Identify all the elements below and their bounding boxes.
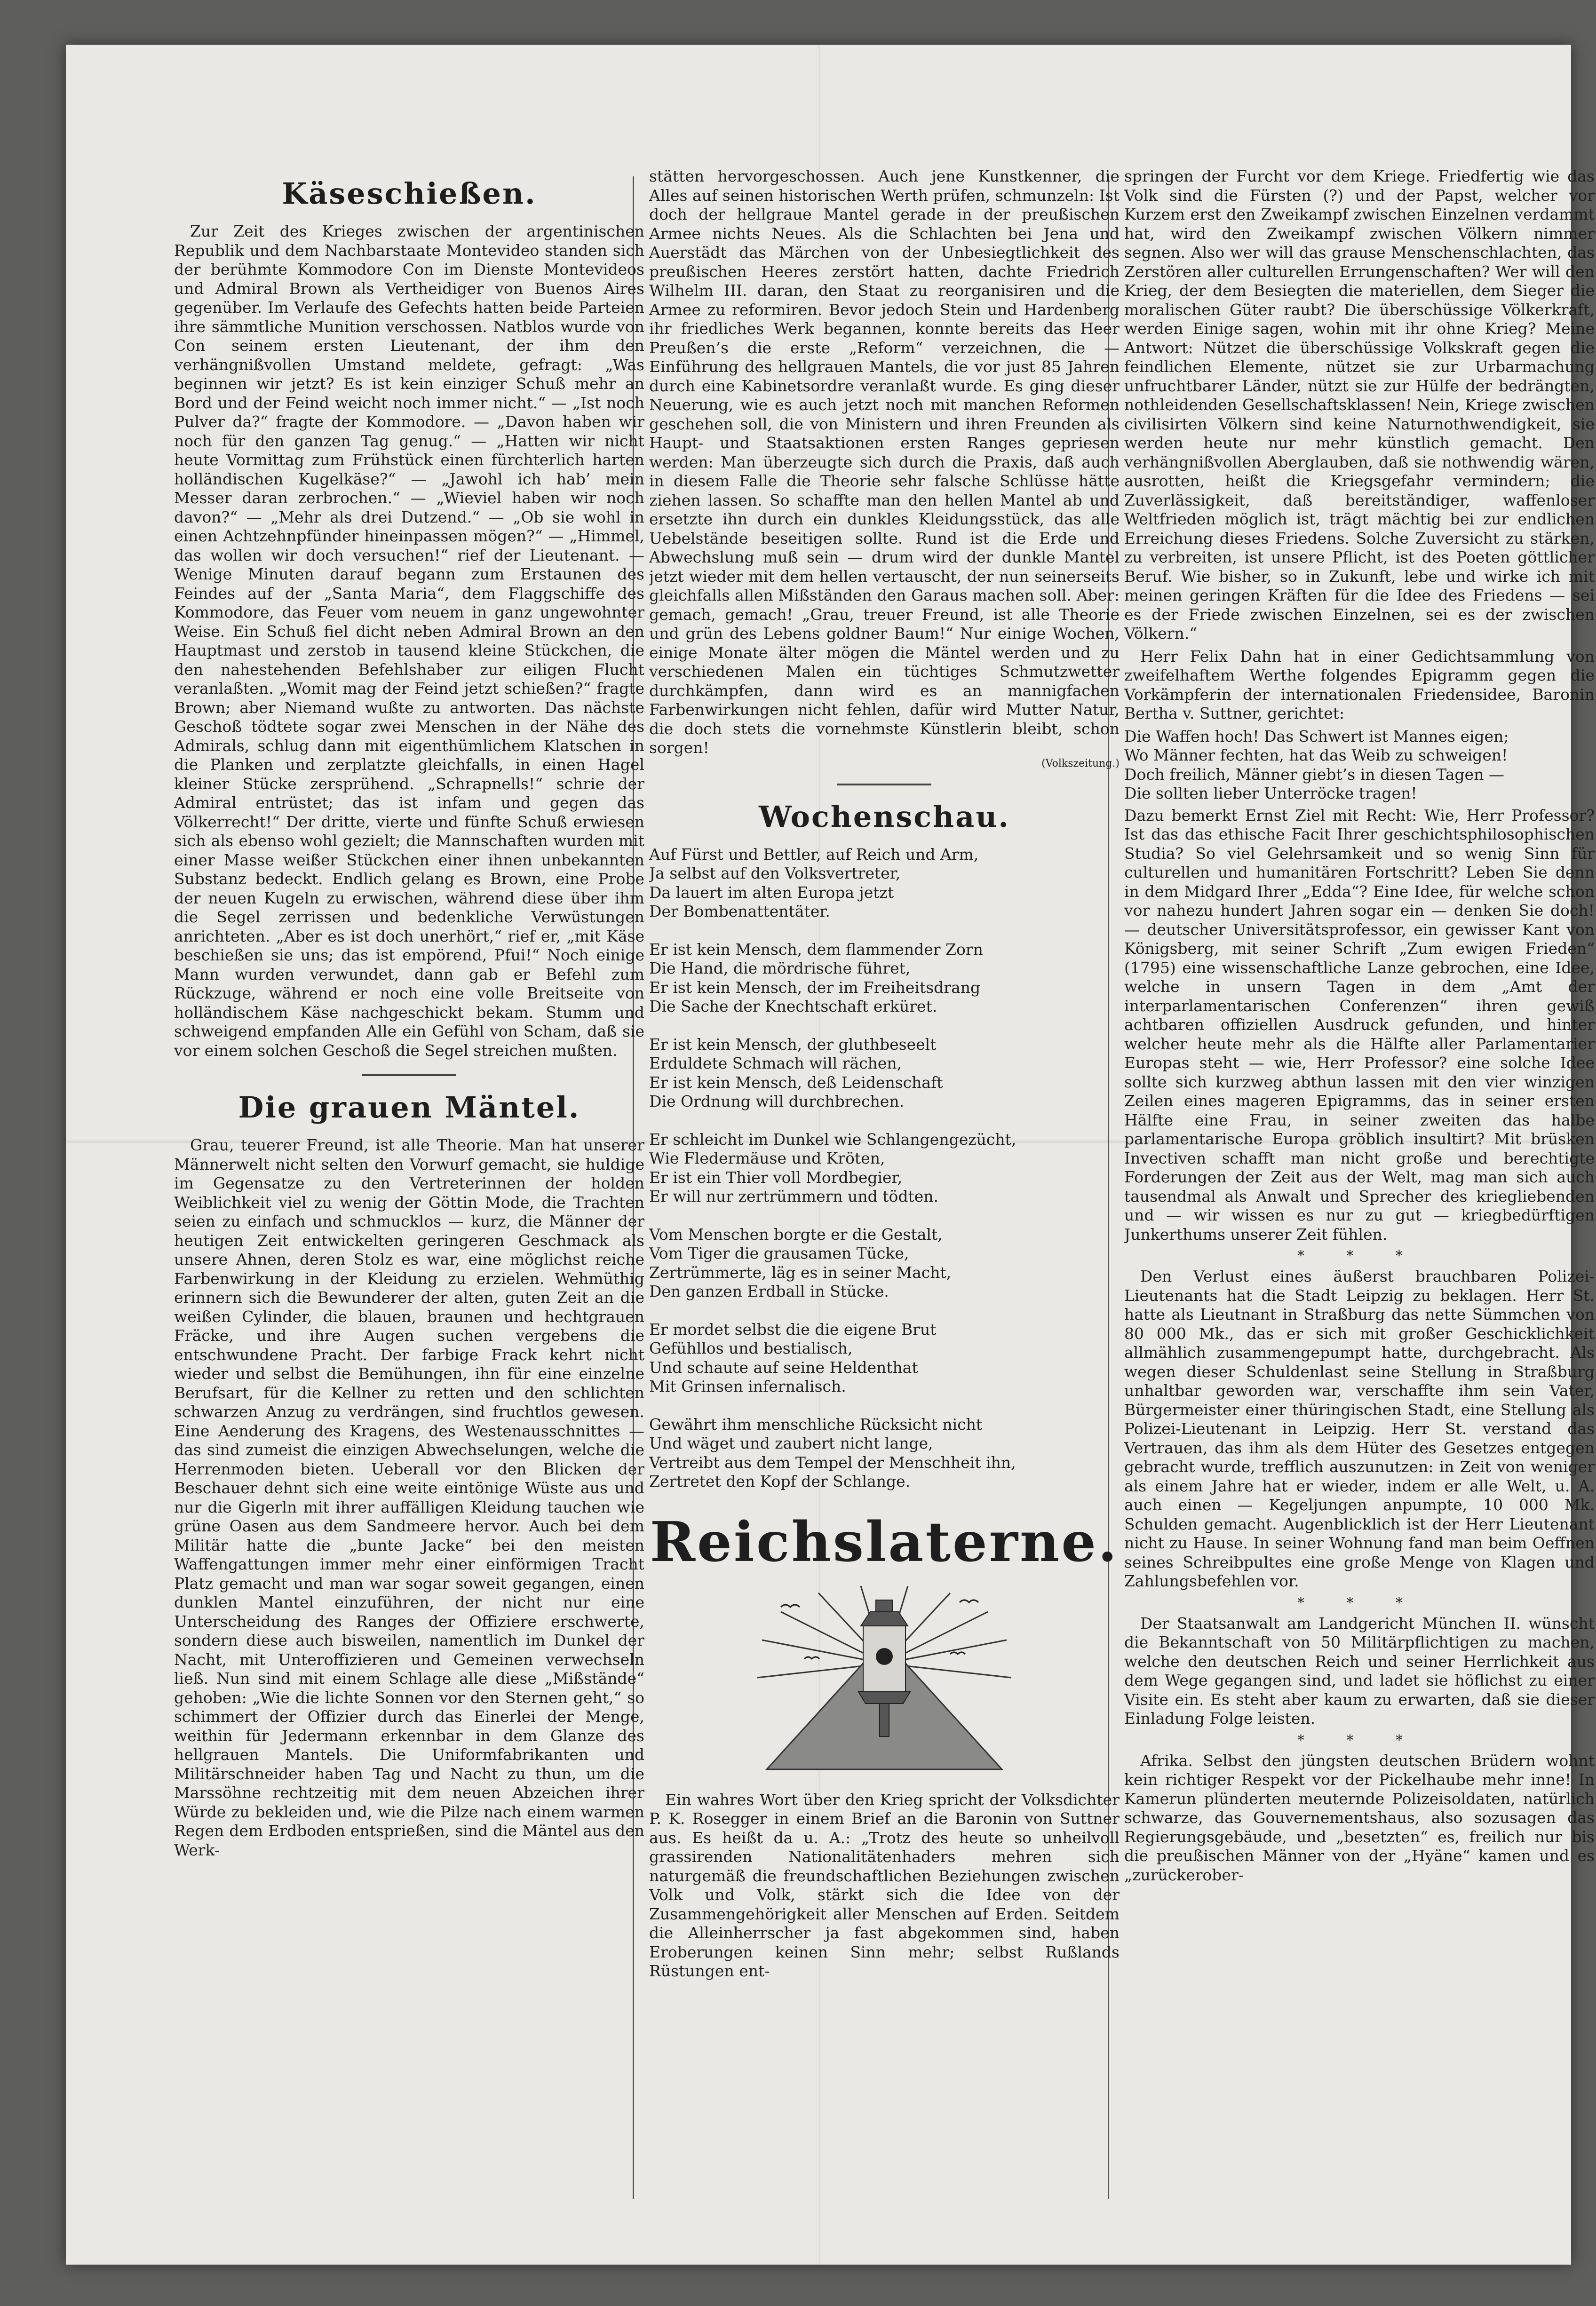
epigram: Die Waffen hoch! Das Schwert ist Mannes eigen; Wo Männer fechten, hat das Weib zu schweigen! Doch freilich, Männer giebt’s in diesen Tagen — Die sollten lieber Unterröcke tragen! (1124, 727, 1509, 802)
lantern-illustration (753, 1584, 1016, 1772)
star-divider: * * * (1297, 1732, 1422, 1749)
article-title-kaeseschiessen: Käseschießen. (282, 176, 537, 211)
section-banner-reichslaterne: Reichslaterne. (650, 1510, 1119, 1574)
column-3 (1124, 167, 1595, 2199)
article-title-graue-maentel: Die grauen Mäntel. (238, 1090, 580, 1125)
poem-stanza: Auf Fürst und Bettler, auf Reich und Arm, Ja selbst auf den Volksvertreter, Da lauert im alten Europa jetzt Der Bombenattentäter. (649, 845, 979, 920)
article-source: (Volkszeitung.) (1041, 757, 1120, 769)
poem-stanza: Er ist kein Mensch, dem flammender Zorn Die Hand, die mördrische führet, Er ist kein Mensch, der im Freiheitsdrang Die Sache der Knechtschaft erküret. (649, 940, 983, 1015)
article-body-reichslaterne: Ein wahres Wort über den Krieg spricht der Volksdichter P. K. Rosegger in einem Brief an die Baronin von Suttner aus. Es heißt da u. A.: „Trotz des heute so unheilvoll grassirenden Nationalitätenhaders mehren sich naturgemäß die freundschaftlichen Beziehungen zwischen Volk und Volk, stärkt sich die Idee von der Zusammengehörigkeit aller Menschen auf Erden. Seitdem die Alleinherrscher ja fast abgekommen sind, haben Eroberungen keinen Sinn mehr; selbst Rußlands Rüstungen ent- (649, 1790, 1120, 1980)
poem-stanza: Er schleicht im Dunkel wie Schlangengezücht, Wie Fledermäuse und Kröten, Er ist ein Thier voll Mordbegier, Er will nur zertrümmern und tödten. (649, 1130, 1016, 1205)
column-1 (174, 167, 644, 2199)
article-body-reichslaterne-cont: springen der Furcht vor dem Kriege. Friedfertig wie das Volk sind die Fürsten (?) und der Papst, welcher vor Kurzem erst den Zweikampf zwischen Einzelnen verdammt hat, wird den Zweikampf zwischen Völkern nimmer segnen. Also wer will das grause Menschenschlachten, das Zerstören aller culturellen Errungenschaften? Wer will den Krieg, der dem Besiegten die materiellen, dem Sieger die moralischen Güter raubt? Die überschüssige Völkerkraft, werden Einige sagen, wohin mit ihr ohne Krieg? Meine Antwort: Nützet die überschüssige Volkskraft gegen die feindlichen Elemente, nützet sie zur Urbarmachung unfruchtbarer Länder, nützt sie zur Hülfe der bedrängten, nothleidenden Gesellschaftsklassen! Nein, Kriege zwischen civilisirten Völkern sind keine Naturnothwendigkeit, sie werden heute nur mehr künstlich gemacht. Den verhängnißvollen Aberglauben, daß sie nothwendig wären, ausrotten, heißt die Kriegsgefahr vermindern; die Zuverlässigkeit, daß bereitständiger, waffenloser Weltfrieden möglich ist, trägt mächtig bei zur endlichen Erreichung dieses Friedens. Solche Zuversicht zu stärken, zu verbreiten, ist unsere Pflicht, ist des Poeten göttlicher Beruf. Wie bisher, so in Zukunft, lebe und wirke ich mit meinen geringen Kräften für die Idee des Friedens — sei es der Friede zwischen Einzelnen, sei es der zwischen Völkern.“ (1124, 167, 1595, 642)
article-body-graue-maentel-cont: stätten hervorgeschossen. Auch jene Kunstkenner, die Alles auf seinen historischen Werth prüfen, schmunzeln: Ist doch der hellgraue Mantel gerade in der preußischen Armee nichts Neues. Als die Schlachten bei Jena und Auerstädt das Märchen von der Unbesiegtlichkeit des preußischen Heeres zerstört hatten, dachte Friedrich Wilhelm III. daran, den Staat zu reorganisiren und die Armee zu reformiren. Bevor jedoch Stein und Hardenberg ihr friedliches Werk begannen, konnte bereits das Heer Preußen’s die erste „Reform“ verzeichnen, die — Einführung des hellgrauen Mantels, die vor just 85 Jahren durch eine Kabinetsordre veranlaßt wurde. Es ging dieser Neuerung, wie es auch jetzt noch mit manchen Reformen geschehen soll, die von Ministern und ihren Freunden als Haupt- und Staatsaktionen ersten Ranges gepriesen werden: Man überzeugte sich durch die Praxis, daß auch in diesem Falle die Theorie sehr falsche Schlüsse hätte ziehen lassen. So schaffte man den hellen Mantel ab und ersetzte ihn durch ein dunkles Kleidungsstück, das alle Uebelstände beseitigen sollte. Rund ist die Erde und Abwechslung muß sein — drum wird der dunkle Mantel jetzt wieder mit dem hellen vertauscht, der nun seinerseits gleichfalls allen Mißständen den Garaus machen soll. Aber: gemach, gemach! „Grau, treuer Freund, ist alle Theorie und grün des Lebens goldner Baum!“ Nur einige Wochen, einige Monate älter mögen die Mäntel werden und zu verschiedenen Malen ein tüchtiges Schmutzwetter durchkämpfen, dann wird es an mannigfachen Farbenwirkungen nicht fehlen, dafür wird Mutter Natur, die doch stets die vornehmste Künstlerin bleibt, schon sorgen! (649, 167, 1120, 757)
article-body-leipzig: Den Verlust eines äußerst brauchbaren Polizei-Lieutenants hat die Stadt Leipzig zu beklagen. Herr St. hatte als Lieutnant in Straßburg das nette Sümmchen von 80 000 Mk., das er sich mit großer Geschicklichkeit allmählich zusammengepumpt hatte, durchgebracht. Als wegen dieser Schuldenlast seine Stellung in Straßburg unhaltbar geworden war, verschaffte ihm sein Vater, Bürgermeister einer thüringischen Stadt, eine Stellung als Polizei-Lieutenant in Leipzig. Herr St. verstand das Vertrauen, das ihm als dem Hüter des Gesetzes entgegen gebracht wurde, trefflich auszunutzen: in Zeit von weniger als einem Jahre hat er wieder, indem er alle Welt, u. A. auch einen — Kegeljungen anpumpte, 10 000 Mk. Schulden gemacht. Augenblicklich ist der Herr Lieutenant nicht zu Hause. In seiner Wohnung fand man beim Oeffnen seines Schreibpultes eine große Menge von Klagen und Zahlungsbefehlen vor. (1124, 1267, 1595, 1590)
poem-stanza: Er ist kein Mensch, der gluthbeseelt Erduldete Schmach will rächen, Er ist kein Mensch, deß Leidenschaft Die Ordnung will durchbrechen. (649, 1035, 943, 1110)
newspaper-page (66, 45, 1595, 2265)
article-body-graue-maentel: Grau, teuerer Freund, ist alle Theorie. Man hat unserer Männerwelt nicht selten den Vorwurf gemacht, sie huldige im Gegensatze zu den Vertreterinnen der holden Weiblichkeit viel zu wenig der Göttin Mode, die Trachten seien zu einfach und schmucklos — kurz, die Männer der heutigen Zeit entwickelten geringeren Geschmack als unsere Ahnen, deren Stolz es war, eine möglichst reiche Farbenwirkung in der Kleidung zu erzielen. Wehmüthig erinnern sich die Bewunderer der alten, guten Zeit an die weißen Cylinder, die blauen, braunen und hechtgrauen Fräcke, und ihre Augen suchen vergebens die entschwundene Pracht. Der farbige Frack kehrt nicht wieder und selbst die Bemühungen, ihn für eine einzelne Berufsart, für die Kellner zu retten und den schlichten schwarzen Anzug zu verdrängen, sind fruchtlos gewesen. Eine Aenderung des Kragens, des Westenausschnittes — das sind zumeist die einzigen Abwechselungen, welche die Herrenmoden bieten. Ueberall vor den Blicken der Beschauer dehnt sich eine weite eintönige Wüste aus und nur die Gigerln mit ihrer auffälligen Kleidung tauchen wie grüne Oasen aus dem Sandmeere hervor. Auch bei dem Militär hatte die „bunte Jacke“ bei den meisten Waffengattungen immer mehr einer einförmigen Tracht Platz gemacht und man war sogar soweit gegangen, einen dunklen Mantel einzuführen, der nicht nur eine Unterscheidung des Ranges der Offiziere erschwerte, sondern diese auch bisweilen, namentlich im Dunkel der Nacht, mit Unteroffizieren und Gemeinen verwechseln ließ. Nun sind mit einem Schlage alle diese „Mißstände“ gehoben: „Wie die lichte Sonnen vor den Sternen geht,“ so schimmert der Offizier durch das Einerlei der Menge, weithin für Jedermann erkennbar in dem Glanze des hellgrauen Mantels. Die Uniformfabrikanten und Militärschneider haben Tag und Nacht zu thun, um die Marssöhne rechtzeitig mit dem neuen Abzeichen ihrer Würde zu bekleiden und, wie die Pilze nach einem warmen Regen dem Erdboden entsprießen, sind die Mäntel aus den Werk- (174, 1136, 644, 1859)
article-title-wochenschau: Wochenschau. (759, 799, 1010, 834)
poem-stanza: Gewährt ihm menschliche Rücksicht nicht Und wäget und zaubert nicht lange, Vertreibt aus dem Tempel der Menschheit ihn, Zertretet den Kopf der Schlange. (649, 1415, 1016, 1490)
column-2 (649, 167, 1120, 2199)
article-body-kaeseschiessen: Zur Zeit des Krieges zwischen der argentinischen Republik und dem Nachbarstaate Montevideo standen sich der berühmte Kommodore Con im Dienste Montevideos und Admiral Brown als Vertheidiger von Buenos Aires gegenüber. Im Verlaufe des Gefechts hatten beide Parteien ihre sämmtliche Munition verschossen. Natblos wurde von Con seinem ersten Lieutenant, der ihm den verhängnißvollen Umstand meldete, gefragt: „Was beginnen wir jetzt? Es ist kein einziger Schuß mehr an Bord und der Feind weicht noch immer nicht.“ — „Ist noch Pulver da?“ fragte der Kommodore. — „Davon haben wir noch für den ganzen Tag genug.“ — „Hatten wir nicht heute Vormittag zum Frühstück einen fürchterlich harten holländischen Kugelkäse?“ — „Jawohl ich hab’ mein Messer daran zerbrochen.“ — „Wieviel haben wir noch davon?“ — „Mehr als drei Dutzend.“ — „Ob sie wohl in einen Achtzehnpfünder hineinpassen mögen?“ — „Himmel, das wollen wir doch versuchen!“ rief der Lieutenant. — Wenige Minuten darauf begann zum Erstaunen des Feindes auf der „Santa Maria“, dem Flaggschiffe des Kommodore, das Feuer vom neuem in ganz ungewohnter Weise. Ein Schuß fiel dicht neben Admiral Brown an den Hauptmast und zerstob in tausend kleine Stückchen, die den nahestehenden Befehlshaber zur eiligen Flucht veranlaßten. „Womit mag der Feind jetzt schießen?“ fragte Brown; aber Niemand wußte zu antworten. Das nächste Geschoß tödtete sogar zwei Menschen in der Nähe des Admirals, schlug dann mit eigenthümlichem Klatschen in die Planken und zerplatzte gleichfalls, in einen Hagel kleiner Stücke zersprühend. „Schrapnells!“ schrie der Admiral entrüstet; das ist infam und gegen das Völkerrecht!“ Der dritte, vierte und fünfte Schuß erwiesen sich als ebenso wohl gezielt; die Mannschaften wurden mit einer Masse weißer Stückchen einer ihnen unbekannten Substanz bedeckt. Endlich gelang es Brown, eine Probe der neuen Kugeln zu erwischen, während diese über ihm die Segel zerrissen und bedenkliche Verwüstungen anrichteten. „Aber es ist doch unerhört,“ rief er, „mit Käse beschießen sie uns; das ist empörend, Pfui!“ Noch einige Mann wurden verwundet, dann gab er Befehl zum Rückzuge, während er noch eine volle Breitseite von holländischem Käse nachgeschickt bekam. Stumm und schweigend empfanden Alle ein Gefühl von Scham, daß sie vor einem solchen Geschoß die Segel streichen mußten. (174, 222, 644, 1060)
article-body-muenchen: Der Staatsanwalt am Landgericht München II. wünscht die Bekanntschaft von 50 Militärpflichtigen zu machen, welche den deutschen Reich und seiner Herrlichkeit aus dem Wege gegangen sind, und ladet sie höflichst zu einer Visite ein. Es steht aber kaum zu erwarten, daß sie dieser Einladung Folge leisten. (1124, 1614, 1595, 1728)
article-body-dahn: Herr Felix Dahn hat in einer Gedichtsammlung von zweifelhaftem Werthe folgendes Epigramm gegen die Vorkämpferin der internationalen Friedensidee, Baronin Bertha v. Suttner, gerichtet: (1124, 647, 1595, 722)
section-divider (837, 784, 931, 785)
article-body-ziel: Dazu bemerkt Ernst Ziel mit Recht: Wie, Herr Professor? Ist das das ethische Facit Ihrer geschichtsphilosophischen Studia? So viel Gelehrsamkeit und so wenig Sinn für culturellen und humanitären Fortschritt? Leben Sie denn in dem Midgard Ihrer „Edda“? Eine Idee, für welche schon vor nahezu hundert Jahren sogar ein — denken Sie doch! — deutscher Universitätsprofessor, ein gewisser Kant von Königsberg, mit seiner Schrift „Zum ewigen Frieden“ (1795) eine wissenschaftliche Lanze gebrochen, eine Idee, welche in unsern Tagen in dem „Amt der interparlamentarischen Conferenzen“ ihren gewiß achtbaren offiziellen Ausdruck gefunden, und hinter welcher heute mehr als die Hälfte aller Parlamentarier Europas steht — wie, Herr Professor? eine solche Idee sollte sich kurzweg abthun lassen mit den vier winzigen Zeilen eines mageren Epigramms, das in seiner ersten Hälfte eine Frau, in seiner zweiten das halbe parlamentarische Europa gröblich insultirt? Mit brüsken Invectiven schafft man nicht große und berechtigte Forderungen der Zeit aus der Welt, mag man sich auch tausendmal als Anwalt und Sprecher des kriegliebenden und — wir wissen es nur zu gut — kriegbedürftigen Junkerthums unserer Zeit fühlen. (1124, 806, 1595, 1244)
star-divider: * * * (1297, 1594, 1422, 1611)
article-body-afrika: Afrika. Selbst den jüngsten deutschen Brüdern wohnt kein richtiger Respekt vor der Pickelhaube mehr inne! In Kamerun plünderten meuternde Polizeisoldaten, natürlich schwarze, das Gouvernementshaus, also sozusagen das Regierungsgebäude, und „besetzten“ es, freilich nur bis die preußischen Männer von der „Hyäne“ kamen und es „zurückerober- (1124, 1751, 1595, 1884)
star-divider: * * * (1297, 1248, 1422, 1264)
section-divider (362, 1074, 456, 1076)
poem-stanza: Er mordet selbst die die eigene Brut Gefühllos und bestialisch, Und schaute auf seine Heldenthat Mit Grinsen infernalisch. (649, 1320, 937, 1395)
poem-stanza: Vom Menschen borgte er die Gestalt, Vom Tiger die grausamen Tücke, Zertrümmerte, läg es in seiner Macht, Den ganzen Erdball in Stücke. (649, 1225, 952, 1300)
